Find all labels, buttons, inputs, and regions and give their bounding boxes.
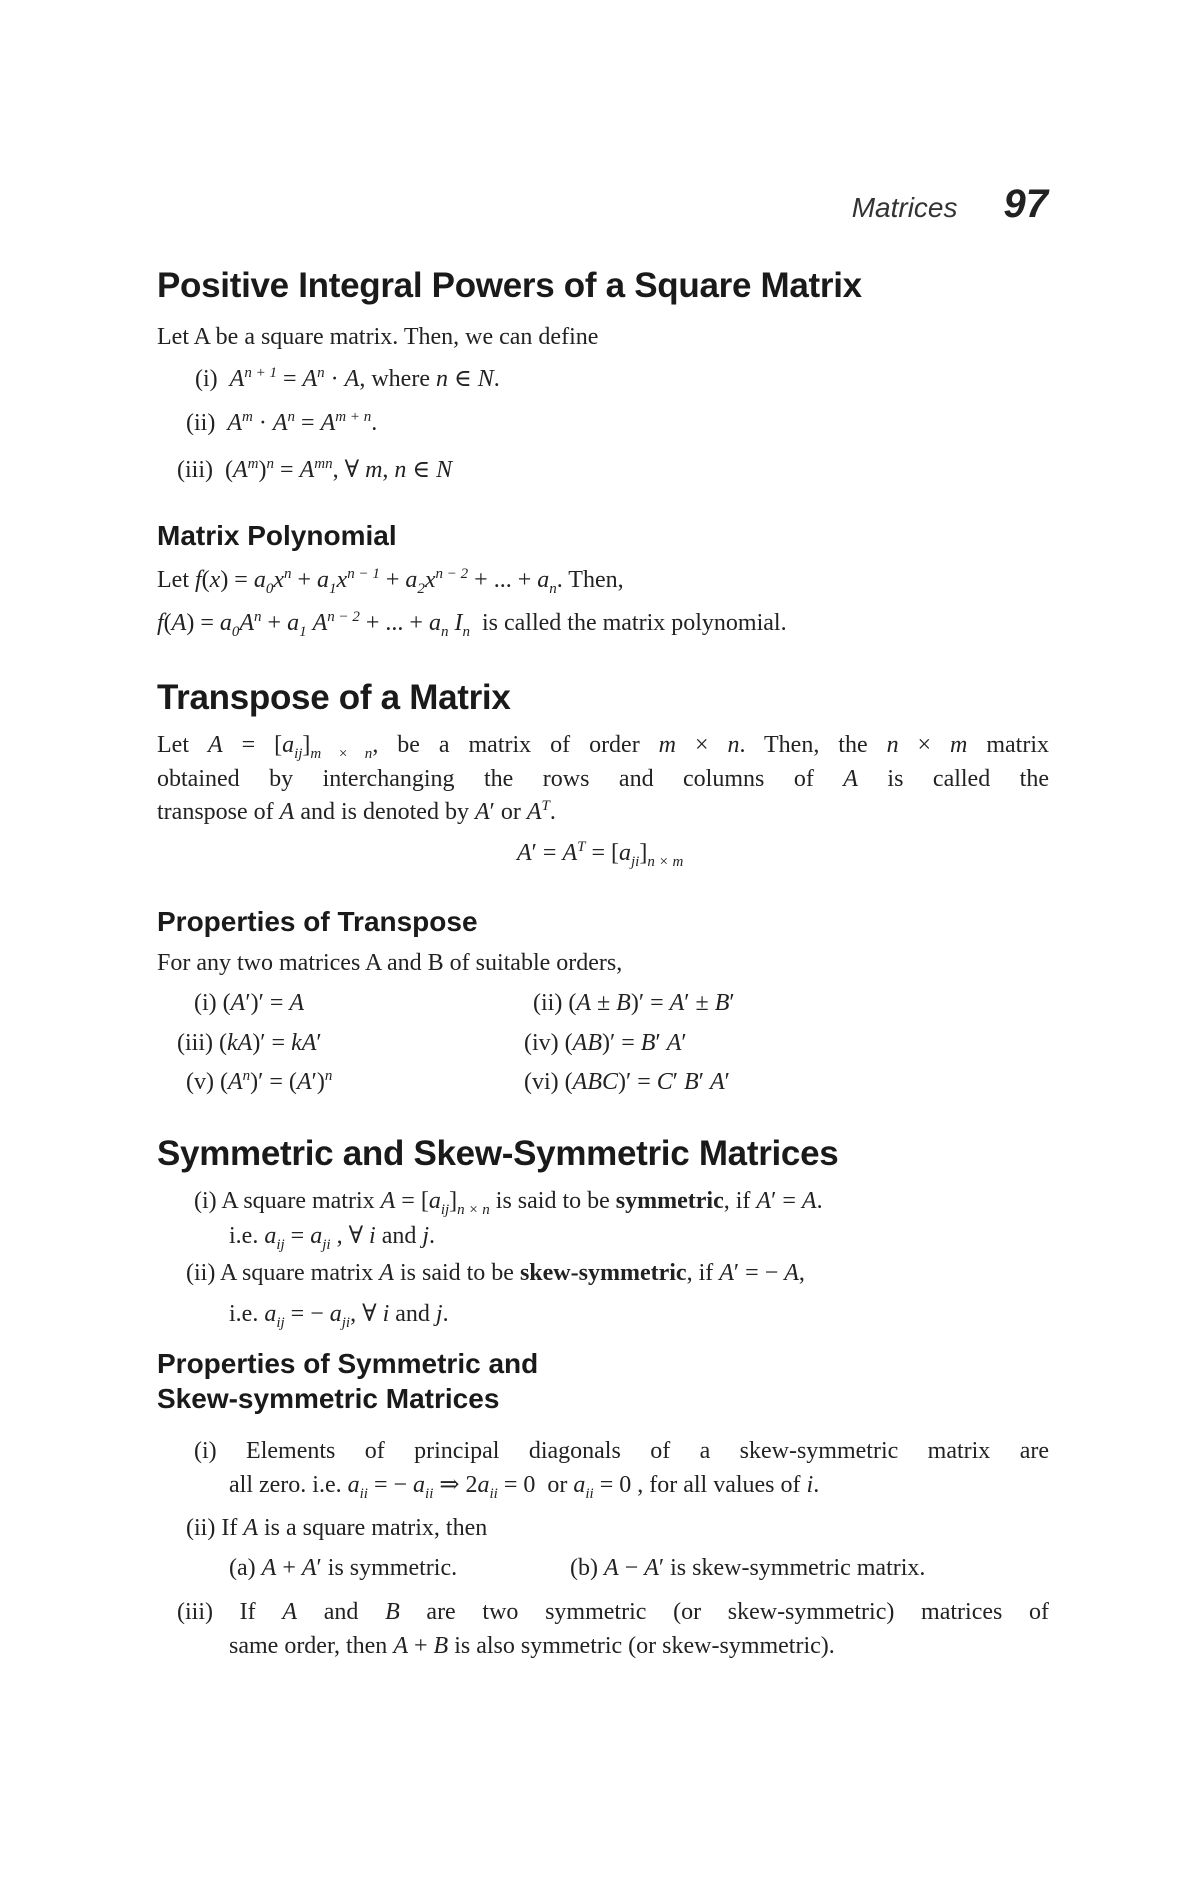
transpose-prop-1-label: (i) bbox=[194, 990, 217, 1016]
sym-prop-1-line-1: (i) Elements of principal diagonals of a skew-symmetric matrix are bbox=[194, 1438, 1049, 1464]
running-head-title: Matrices bbox=[851, 192, 958, 223]
symmetric-item-1-line-2: i.e. $a_{ij} = a_{ji}$ , ∀ i and j. bbox=[229, 1223, 436, 1253]
sym-prop-3-label: (iii) bbox=[177, 1599, 213, 1625]
transpose-prop-3: (iii) (kA)′ = kA′ bbox=[177, 1030, 322, 1056]
sym-prop-2-line-1: (ii) If A is a square matrix, then bbox=[186, 1515, 488, 1541]
heading-powers: Positive Integral Powers of a Square Matrix bbox=[157, 266, 862, 305]
transpose-prop-5: (v) $(A^n)' = (A')^n$ bbox=[186, 1068, 333, 1095]
transpose-prop-6: (vi) (ABC)′ = C′ B′ A′ bbox=[524, 1069, 730, 1095]
transpose-prop-6-label: (vi) bbox=[524, 1069, 559, 1095]
powers-item-2 bbox=[186, 408, 377, 438]
polynomial-line-2: $f(A) = a_0A^n + a_1$ $A^{n - 2}$ + ... + $a_n$ $I_n$ is called the matrix polynomial. bbox=[157, 609, 787, 640]
powers-item-1-label: (i) bbox=[195, 366, 218, 392]
page-number: 97 bbox=[1003, 182, 1048, 226]
transpose-prop-3-label: (iii) bbox=[177, 1030, 213, 1056]
heading-transpose: Transpose of a Matrix bbox=[157, 678, 511, 717]
transpose-line-1: Let $A = [a_{ij}]_{m \times n}$, be a matrix of order m × n. Then, the n × m matrix bbox=[157, 732, 1050, 762]
heading-symmetric-properties-2: Skew-symmetric Matrices bbox=[157, 1383, 500, 1414]
transpose-prop-4: (iv) (AB)′ = B′ A′ bbox=[524, 1030, 687, 1056]
symmetric-item-2-line-2: i.e. $a_{ij}$ = − $a_{ji}$, ∀ i and j. bbox=[229, 1301, 449, 1331]
transpose-prop-2: (ii) (A ± B)′ = A′ ± B′ bbox=[533, 990, 735, 1016]
transpose-line-3: transpose of A and is denoted by A′ or $A^T$. bbox=[157, 798, 556, 825]
sym-prop-1-label: (i) bbox=[194, 1438, 217, 1464]
powers-intro: Let A be a square matrix. Then, we can define bbox=[157, 324, 599, 350]
heading-symmetric-properties-1: Properties of Symmetric and bbox=[157, 1348, 539, 1379]
sym-prop-2-label: (ii) bbox=[186, 1515, 216, 1541]
powers-item-1 bbox=[195, 364, 500, 394]
polynomial-line-1: Let $f(x) = a_0x^n + a_1x^{n - 1} + a_2x^{n - 2}$ + ... + $a_n$. Then, bbox=[157, 566, 624, 597]
symmetric-item-2-label: (ii) bbox=[186, 1260, 216, 1286]
running-head bbox=[852, 182, 1048, 227]
powers-item-2-label: (ii) bbox=[186, 410, 216, 436]
powers-item-3-label: (iii) bbox=[177, 457, 213, 483]
transpose-prop-1: (i) (A′)′ = A bbox=[194, 990, 305, 1016]
powers-item-1-text: $A^{n + 1} = A^n \cdot A$, where n ∈ N. bbox=[229, 365, 500, 392]
transpose-props-intro: For any two matrices A and B of suitable orders, bbox=[157, 950, 623, 976]
sym-prop-3-line-2: same order, then A + B is also symmetric (or skew-symmetric). bbox=[229, 1633, 835, 1659]
transpose-line-2: obtained by interchanging the rows and columns of A is called the bbox=[157, 766, 1049, 792]
powers-item-3 bbox=[177, 455, 452, 485]
powers-item-3-text: $(A^m)^n = A^{mn}$, ∀ m, n ∈ N bbox=[219, 456, 453, 483]
heading-symmetric: Symmetric and Skew-Symmetric Matrices bbox=[157, 1134, 839, 1173]
heading-transpose-properties: Properties of Transpose bbox=[157, 906, 478, 937]
symmetric-item-1-line-1: (i) A square matrix $A = [a_{ij}]_{n \times n}$ is said to be symmetric, if A′ = A. bbox=[194, 1188, 823, 1218]
transpose-prop-4-label: (iv) bbox=[524, 1030, 559, 1056]
powers-item-2-text: $A^m \cdot A^n = A^{m + n}$. bbox=[227, 409, 378, 436]
transpose-formula: $A' = A^T = [a_{ji}]_{n \times m}$ bbox=[517, 839, 684, 870]
transpose-prop-2-label: (ii) bbox=[533, 990, 563, 1016]
symmetric-item-2-line-1: (ii) A square matrix A is said to be skew-symmetric, if A′ = − A, bbox=[186, 1260, 805, 1286]
sym-prop-3-line-1: (iii) If A and B are two symmetric (or skew-symmetric) matrices of bbox=[177, 1599, 1050, 1625]
sym-prop-2-sub-a: (a) A + A′ is symmetric. bbox=[229, 1555, 458, 1581]
sym-prop-2-sub-b: (b) A − A′ is skew-symmetric matrix. bbox=[570, 1555, 926, 1581]
transpose-prop-5-label: (v) bbox=[186, 1069, 214, 1095]
heading-matrix-polynomial: Matrix Polynomial bbox=[157, 520, 397, 551]
symmetric-item-1-label: (i) bbox=[194, 1188, 217, 1214]
sym-prop-1-line-2: all zero. i.e. $a_{ii}$ = − $a_{ii}$ ⇒ $2a_{ii} = 0$ or $a_{ii} = 0$ , for all values of i. bbox=[229, 1472, 820, 1502]
